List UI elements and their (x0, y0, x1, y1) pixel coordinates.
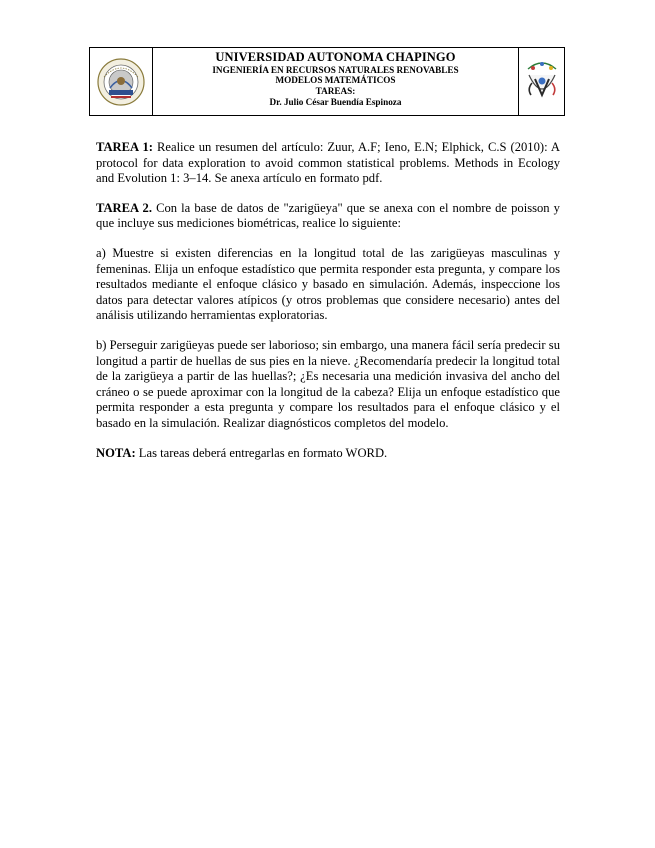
tarea-1-label: TAREA 1: (96, 140, 153, 154)
tarea-1-text: Realice un resumen del artículo: Zuur, A.F; Ieno, E.N; Elphick, C.S (2010): A protocol for data exploration to avoid common statistical problems. Methods in Ecology and Evolution 1: 3–14. Se anexa artículo en formato pdf. (96, 140, 561, 186)
section-title: TAREAS: (315, 86, 356, 97)
course-name: MODELOS MATEMÁTICOS (275, 75, 396, 86)
tarea-2-paragraph (96, 201, 560, 232)
department-emblem-icon (523, 59, 561, 105)
header-title-cell (153, 48, 518, 115)
document-header-table (89, 47, 565, 116)
university-name: UNIVERSIDAD AUTONOMA CHAPINGO (215, 50, 456, 64)
professor-name: Dr. Julio César Buendía Espinoza (269, 96, 402, 107)
right-logo-cell (518, 48, 564, 115)
tarea-2-text: Con la base de datos de "zarigüeya" que se anexa con el nombre de poisson y que incluye sus mediciones biométricas, realice lo siguiente: (96, 200, 560, 231)
nota-text: Las tareas deberá entregarlas en formato WORD. (135, 445, 388, 460)
nota-label: NOTA: (96, 445, 136, 460)
left-logo-cell (90, 48, 153, 115)
item-b-paragraph: b) Perseguir zarigüeyas puede ser laborioso; sin embargo, una manera fácil sería predecir su longitud a partir de huellas de sus pies en la nieve. ¿Recomendaría predecir la longitud total de la zarigüeya a partir de las huellas?; ¿Es necesaria una medición invasiva del ancho del cráneo o se puede aproximar con la longitud de la cabeza? Elija un enfoque estadístico que permita responder a esta pregunta y compare los resultados para el enfoque clásico y el basado en la simulación. Realizar diagnósticos completos del modelo. (96, 337, 560, 430)
tarea-1-paragraph (96, 140, 560, 187)
document-body (96, 140, 560, 475)
program-name: INGENIERÍA EN RECURSOS NATURALES RENOVABLES (212, 64, 459, 75)
university-seal-icon (96, 57, 146, 107)
tarea-2-label: TAREA 2. (96, 200, 152, 215)
nota-paragraph (96, 446, 560, 462)
item-a-paragraph: a) Muestre si existen diferencias en la longitud total de las zarigüeyas masculinas y femeninas. Elija un enfoque estadístico que permita responder esta pregunta, y compare los resultados mediante el enfoque clásico y basado en simulación. Además, inspeccione los datos para detectar valores atípicos (y otros problemas que considere necesario) antes del análisis utilizando herramientas exploratorias. (96, 245, 560, 323)
